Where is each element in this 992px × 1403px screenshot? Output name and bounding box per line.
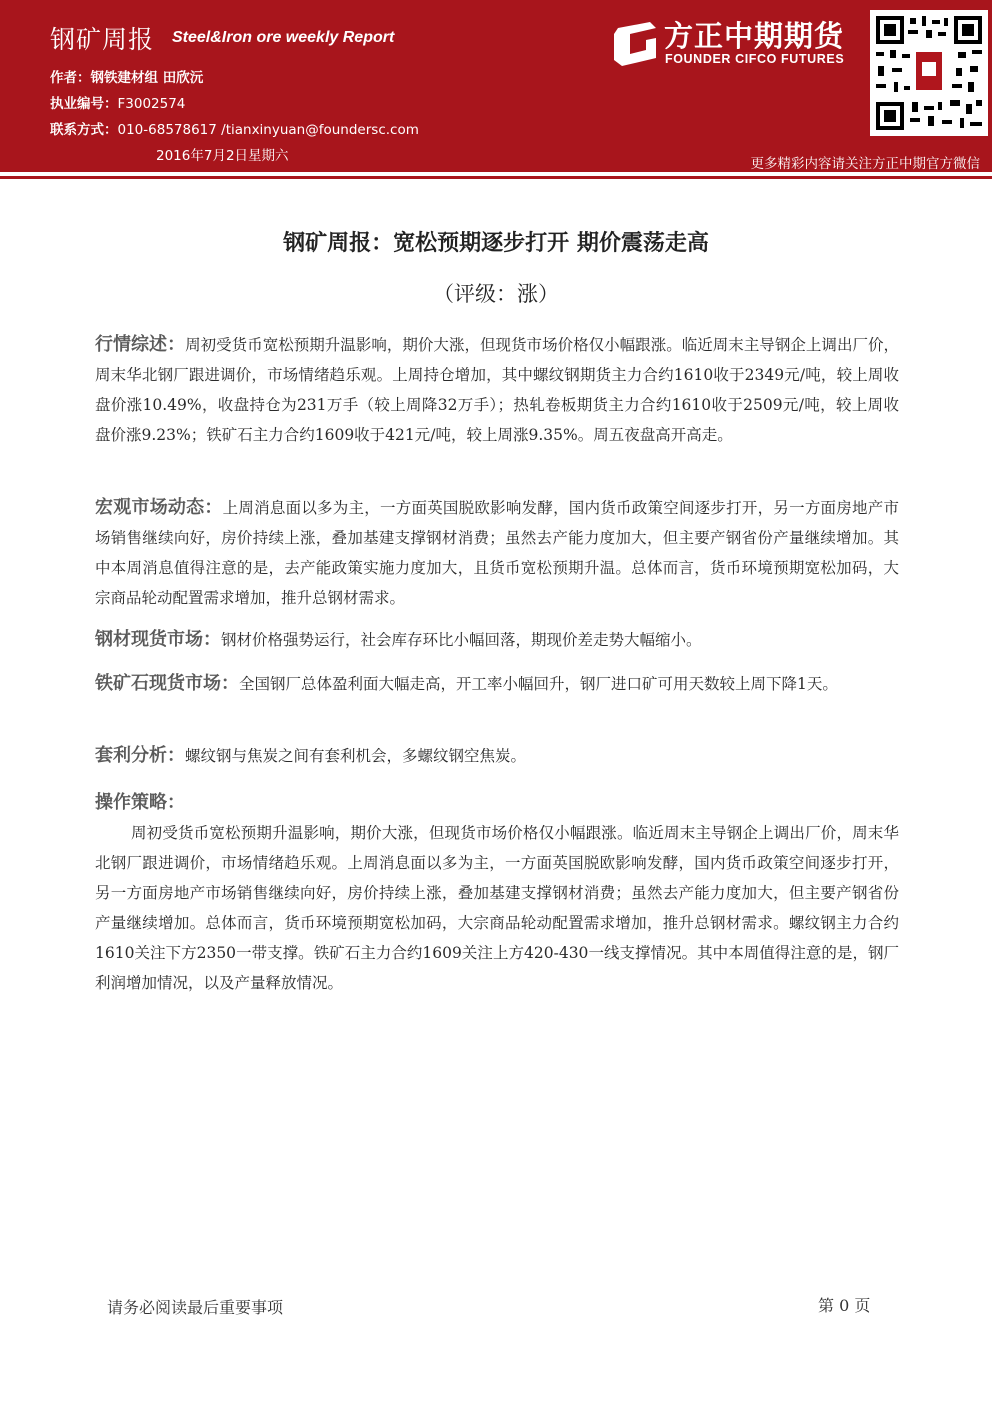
footer-notice: 请务必阅读最后重要事项 (107, 1298, 284, 1317)
report-header (0, 0, 992, 172)
brand-name-en: FOUNDER CIFCO FUTURES (665, 52, 845, 66)
header-divider (0, 176, 992, 179)
report-rating: （评级：涨） (433, 282, 559, 306)
section-body: 全国钢厂总体盈利面大幅走高，开工率小幅回升，钢厂进口矿可用天数较上周下降1天。 (239, 675, 838, 693)
wechat-follow-note: 更多精彩内容请关注方正中期官方微信 (750, 156, 980, 172)
brand-name-cn: 方正中期期货 (664, 19, 845, 53)
section-heading: 宏观市场动态： (95, 497, 223, 518)
contact-label: 联系方式： (50, 122, 118, 138)
section-macro (95, 493, 899, 613)
author-value: 钢铁建材组 田欣沅 (90, 70, 204, 86)
wechat-qr-code-icon (870, 10, 988, 136)
section-heading-strategy: 操作策略： (95, 792, 185, 813)
founder-logo-icon (608, 20, 658, 66)
section-body: 螺纹钢与焦炭之间有套利机会，多螺纹钢空焦炭。 (185, 747, 527, 765)
section-steel-spot (95, 625, 899, 655)
contact-line (50, 118, 419, 138)
contact-value: 010-68578617 /tianxinyuan@foundersc.com (117, 122, 419, 138)
report-date: 2016年7月2日星期六 (156, 148, 289, 164)
section-strategy-body: 周初受货币宽松预期升温影响，期价大涨，但现货市场价格仅小幅跟涨。临近周末主导钢企上调出厂价，周末华北钢厂跟进调价，市场情绪趋乐观。上周消息面以多为主，一方面英国脱欧影响发酵，国内货币政策空间逐步打开，另一方面房地产市场销售继续向好，房价持续上涨，叠加基建支撑钢材消费；虽然去产能力度加大，但主要产钢省份产量继续增加。总体而言，货币环境预期宽松加码，大宗商品轮动配置需求增加，推升总钢材需求。螺纹钢主力合约1610关注下方2350一带支撑。铁矿石主力合约1609关注上方420-430一线支撑情况。其中本周值得注意的是，钢厂利润增加情况，以及产量释放情况。 (95, 824, 899, 992)
section-body: 钢材价格强势运行，社会库存环比小幅回落，期现价差走势大幅缩小。 (221, 631, 702, 649)
author-label: 作者： (50, 70, 91, 86)
report-series-subtitle: Steel&Iron ore weekly Report (172, 29, 395, 46)
section-heading: 套利分析： (95, 745, 185, 766)
section-heading: 铁矿石现货市场： (95, 673, 239, 694)
license-label: 执业编号： (50, 96, 118, 112)
section-body: 周初受货币宽松预期升温影响，期价大涨，但现货市场价格仅小幅跟涨。临近周末主导钢企上调出厂价，周末华北钢厂跟进调价，市场情绪趋乐观。上周持仓增加，其中螺纹钢期货主力合约1610收于2349元/吨，较上周收盘价涨10.49%，收盘持仓为231万手（较上周降32万手）；热轧卷板期货主力合约1610收于2509元/吨，较上周收盘价涨9.23%；铁矿石主力合约1609收于421元/吨，较上周涨9.35%。周五夜盘高开高走。 (95, 336, 899, 444)
section-ore-spot (95, 669, 899, 699)
report-title: 钢矿周报：宽松预期逐步打开 期价震荡走高 (283, 231, 709, 256)
page-number: 第 0 页 (818, 1296, 871, 1315)
author-line (50, 66, 203, 86)
section-body: 上周消息面以多为主，一方面英国脱欧影响发酵，国内货币政策空间逐步打开，另一方面房地产市场销售继续向好，房价持续上涨，叠加基建支撑钢材消费；虽然去产能力度加大，但主要产钢省份产量继续增加。其中本周消息值得注意的是，去产能政策实施力度加大，且货币宽松预期升温。总体而言，货币环境预期宽松加码，大宗商品轮动配置需求增加，推升总钢材需求。 (95, 499, 899, 607)
report-series-title: 钢矿周报 (50, 25, 155, 54)
section-heading: 钢材现货市场： (95, 629, 221, 650)
license-line (50, 92, 185, 112)
section-market-overview (95, 330, 899, 450)
section-arbitrage (95, 741, 899, 771)
section-heading: 行情综述： (95, 334, 186, 355)
license-value: F3002574 (117, 96, 186, 112)
